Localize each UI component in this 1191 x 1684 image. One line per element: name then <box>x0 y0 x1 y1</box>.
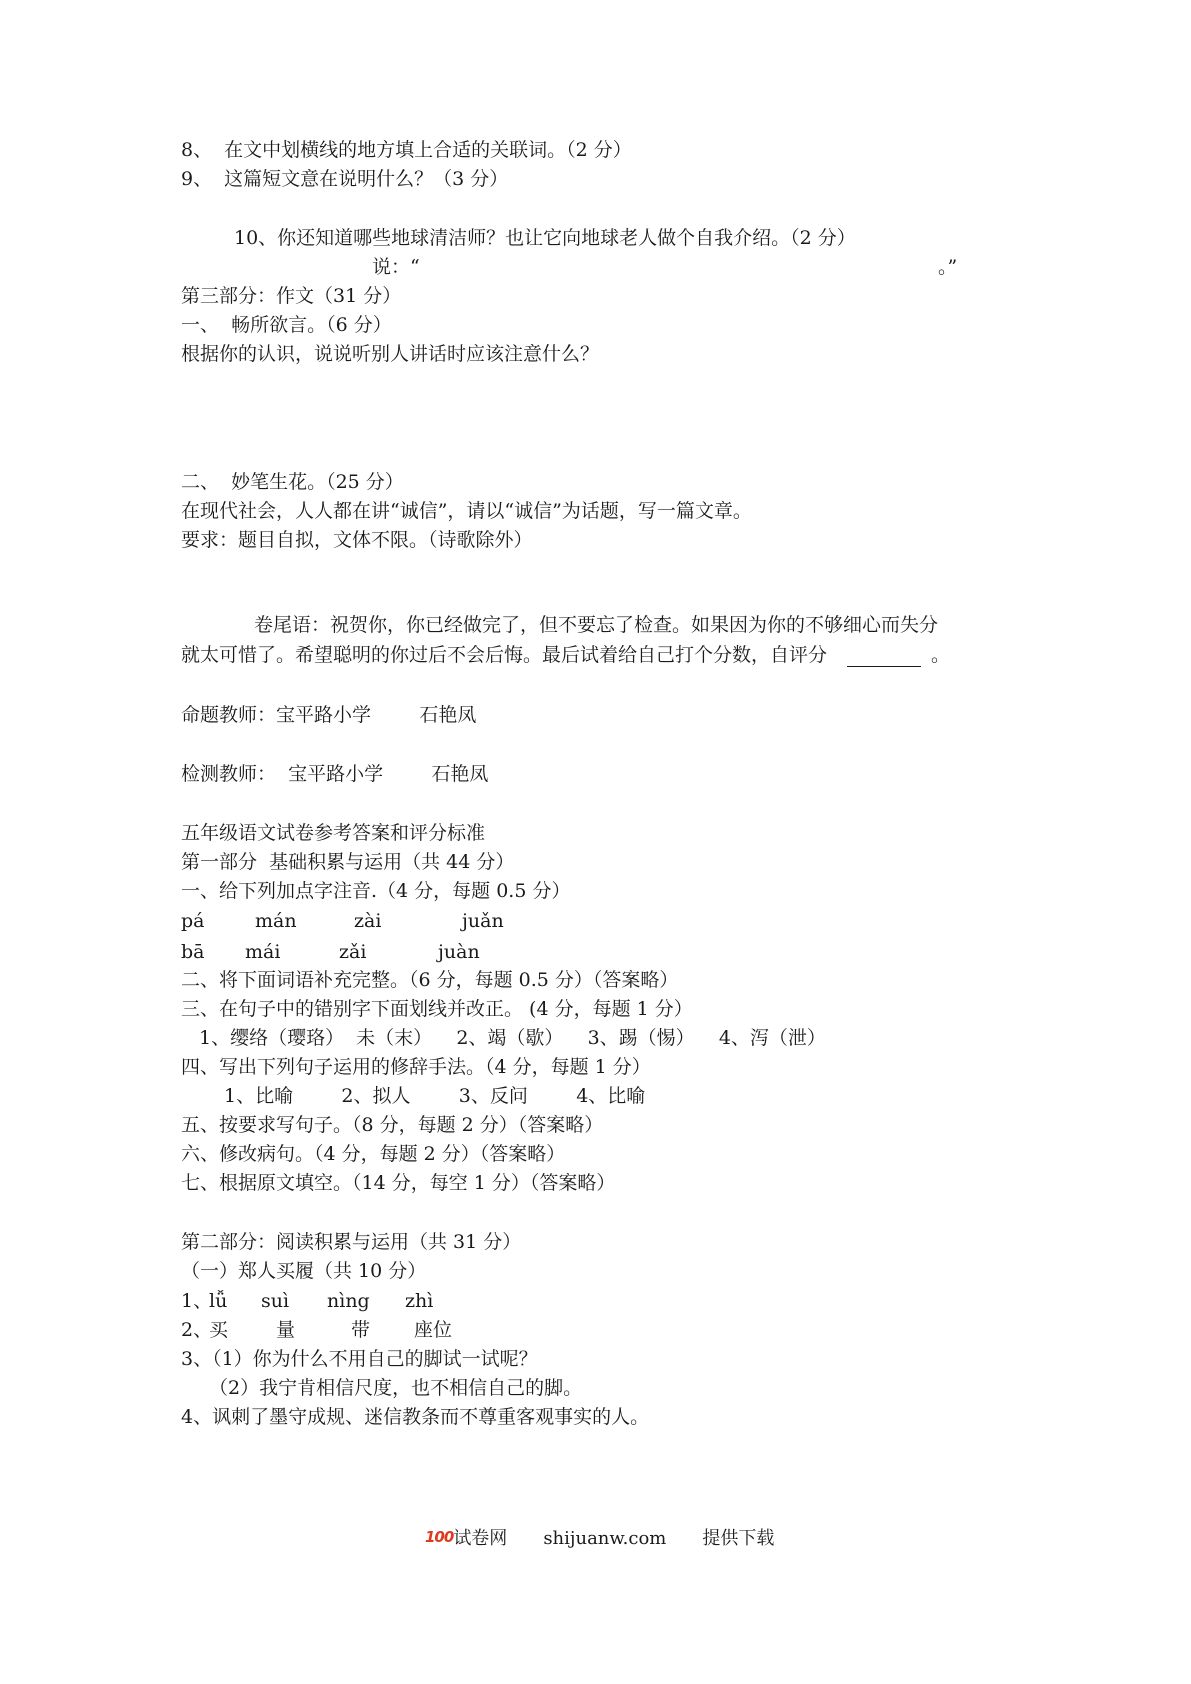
closing-note-text: 就太可惜了。希望聪明的你过后不会后悔。最后试着给自己打个分数，自评分 <box>181 644 828 666</box>
question-8: 8、 在文中划横线的地方填上合适的关联词。（2 分） <box>181 139 632 161</box>
pinyin-row-1-item: mán <box>255 910 297 932</box>
reading-answer-1-item: zhì <box>405 1290 434 1312</box>
part-3-section-1-question: 根据你的认识，说说听别人讲话时应该注意什么？ <box>181 343 600 365</box>
answer-1-heading: 一、给下列加点字注音.（4 分，每题 0.5 分） <box>181 880 571 902</box>
pinyin-row-1-item: pá <box>181 910 205 932</box>
part-3-section-2-question: 在现代社会，人人都在讲“诚信”，请以“诚信”为话题，写一篇文章。 <box>181 500 752 522</box>
pinyin-row-2-item: juàn <box>438 941 480 963</box>
reading-answer-3-part-2: （2）我宁肯相信尺度，也不相信自己的脚。 <box>209 1377 583 1399</box>
pinyin-row-1-item: zài <box>354 910 382 932</box>
part-3-section-2-requirement: 要求：题目自拟，文体不限。（诗歌除外） <box>181 529 533 551</box>
answer-7: 七、根据原文填空。（14 分，每空 1 分）（答案略） <box>181 1172 616 1194</box>
checker-line: 检测教师： 宝平路小学 石艳凤 <box>181 763 489 785</box>
closing-note-line-2 <box>181 643 950 667</box>
reading-answer-3-part-1: 3、（1）你为什么不用自己的脚试一试呢？ <box>181 1348 538 1370</box>
reading-answer-2-number: 2、 <box>181 1319 213 1341</box>
pinyin-row-2-item: bā <box>181 941 205 963</box>
reading-answer-2-item: 买 <box>209 1319 229 1341</box>
footer-url: shijuanw.com <box>543 1528 667 1549</box>
reading-answer-1-item: suì <box>261 1290 290 1312</box>
pinyin-row-2-item: zǎi <box>339 941 367 963</box>
reading-answer-1-number: 1、 <box>181 1290 213 1312</box>
question-10-end: 。” <box>938 256 958 278</box>
answer-part-1-heading: 第一部分 基础积累与运用（共 44 分） <box>181 851 515 873</box>
answer-4-items: 1、比喻 2、拟人 3、反问 4、比喻 <box>224 1085 646 1107</box>
footer-site-name: 试卷网 <box>453 1528 508 1549</box>
closing-note-line-1: 卷尾语：祝贺你，你已经做完了，但不要忘了检查。如果因为你的不够细心而失分 <box>254 614 939 636</box>
answer-part-2-heading: 第二部分：阅读积累与运用（共 31 分） <box>181 1231 522 1253</box>
reading-answer-4: 4、讽刺了墨守成规、迷信教条而不尊重客观事实的人。 <box>181 1406 650 1428</box>
reading-answer-1-item: lǚ <box>209 1290 228 1312</box>
question-9: 9、 这篇短文意在说明什么？（3 分） <box>181 168 509 190</box>
answer-4-heading: 四、写出下列句子运用的修辞手法。（4 分，每题 1 分） <box>181 1056 651 1078</box>
answer-part-2-sub-1: （一）郑人买履（共 10 分） <box>181 1260 427 1282</box>
pinyin-row-1-item: juǎn <box>462 910 504 932</box>
pinyin-row-2-item: mái <box>245 941 281 963</box>
answer-3-heading: 三、在句子中的错别字下面划线并改正。 (4 分，每题 1 分） <box>181 998 693 1020</box>
author-line: 命题教师：宝平路小学 石艳凤 <box>181 704 477 726</box>
answer-key-title: 五年级语文试卷参考答案和评分标准 <box>181 822 486 844</box>
part-3-section-1: 一、 畅所欲言。（6 分） <box>181 314 392 336</box>
answer-6: 六、修改病句。（4 分，每题 2 分）（答案略） <box>181 1143 566 1165</box>
closing-note-end: 。 <box>931 644 951 666</box>
reading-answer-1-item: nìng <box>327 1290 370 1312</box>
part-3-heading: 第三部分：作文（31 分） <box>181 285 402 307</box>
site-logo-icon: 100 <box>425 1528 454 1546</box>
self-score-blank <box>847 648 921 667</box>
question-10-say: 说：“ <box>372 256 420 278</box>
footer-note: 提供下载 <box>702 1528 775 1549</box>
question-10: 10、你还知道哪些地球清洁师？也让它向地球老人做个自我介绍。（2 分） <box>234 227 856 249</box>
answer-2: 二、将下面词语补充完整。（6 分，每题 0.5 分）（答案略） <box>181 969 679 991</box>
answer-5: 五、按要求写句子。（8 分，每题 2 分）（答案略） <box>181 1114 604 1136</box>
reading-answer-2-item: 量 <box>276 1319 296 1341</box>
part-3-section-2: 二、 妙笔生花。（25 分） <box>181 471 404 493</box>
reading-answer-2-item: 座位 <box>414 1319 453 1341</box>
answer-3-items: 1、缨络（璎珞） 未（末） 2、竭（歇） 3、踢（惕） 4、泻（泄） <box>199 1027 826 1049</box>
reading-answer-2-item: 带 <box>351 1319 371 1341</box>
page-footer <box>425 1525 774 1551</box>
